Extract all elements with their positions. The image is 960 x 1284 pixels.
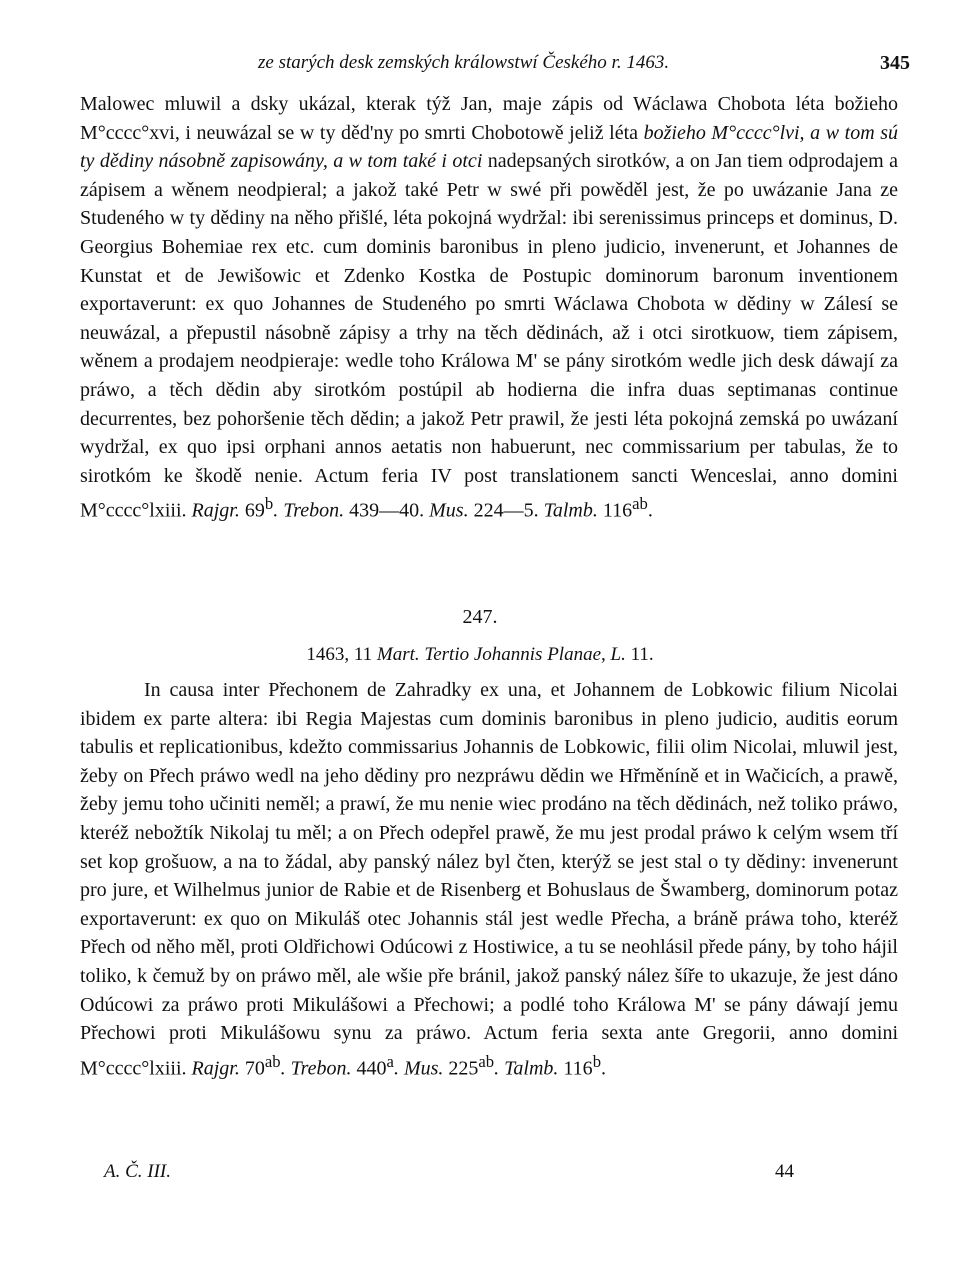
page-header [80, 52, 910, 82]
citation-talmb: . Talmb. [494, 1057, 559, 1080]
citation-rajgr: Rajgr. [191, 1057, 240, 1080]
volume-signature: A. Č. III. [104, 1161, 172, 1182]
citation-talmb: Talmb. [543, 499, 598, 522]
document-246-continuation [80, 90, 898, 526]
document-number: 247. [462, 606, 498, 628]
paragraph: In causa inter Přechonem de Zahradky ex una, et Johannem de Lobkowic filium Nicolai ibidem ex parte altera: ibi Regia Majestas cum dominis baronibus in pleno judicio, auditis eorum tabulis et replicationibus, kdežto commissarius Johannis de Lobkowic, filii olim Nicolai, mluwil jest, žeby on Přech práwo wedl na jeho dědiny pro nezpráwu dědin we Hřměníně et in Wačicích, a prawě, žeby jemu toho učiniti neměl; a prawí, že mu nenie wiec prodáno na těch dědinách, než toliko práwo, kteréž nebožtík Nikolaj tu měl; a on Přech odepřel prawě, že mu jest prodal práwo k celým wsem tří set kop grošuow, a na to žádal, aby panský nález byl čten, kterýž se jest stal o ty dědiny: invenerunt pro jure, et Wilhelmus junior de Rabie et de Risenberg et Bohuslaus de Šwamberg, dominorum potaz exportaverunt: ex quo on Mikuláš otec Johannis stál jest wedle Přecha, a bráně práwa toho, kteréž Přech od něho měl, proti Oldřichowi Odúcowi z Hostiwice, a tu se neohlásil přede pány, by toho hájil toliko, k čemuž by on práwo měl, ale wšie pře bránil, jakož panský nález šíře to ukazuje, že jest dáno Odúcowi za práwo proti Mikulášowi a Přechowi; a podlé toho Králowa M' se pány dáwají jemu Přechowi proti Mikulášowu synu za práwo. Actum feria sexta ante Gregorii, anno domini M°cccc°lxiii. Rajgr. $70^{ab}$. Trebon. 440$^a$. Mus. $225^{ab}$. Talmb. 116$^b$. [80, 679, 898, 1080]
document-dateline: 1463, 11 Mart. Tertio Johannis Planae, L. 11. [306, 644, 654, 665]
sheet-number: 44 [775, 1161, 794, 1182]
citation-trebon: . Trebon. [273, 499, 345, 522]
citation-rajgr: Rajgr. [191, 499, 240, 522]
citation-trebon: . Trebon. [280, 1057, 352, 1080]
running-title: ze starých desk zemských králowstwí Českého r. 1463. [258, 52, 670, 73]
paragraph: Malowec mluwil a dsky ukázal, kterak týž Jan, maje zápis od Wáclawa Chobota léta božieho M°cccc°xvi, i neuwázal se w ty děd'ny po smrti Chobotowě jeliž léta božieho M°cccc°lvi, a w tom sú ty dědiny násobně zapisowány, a w tom také i otci nadepsaných sirotków, a on Jan tiem odprodajem a zápisem a wěnem neodpieral; a jakož také Petr w swé při powěděl jest, že po uwázanie Jana ze Studeného w ty dědiny na něho přišlé, léta pokojná wydržal: ibi serenissimus princeps et dominus, D. Georgius Bohemiae rex etc. cum dominis baronibus in pleno judicio, invenerunt, et Johannes de Kunstat et de Jewišowic et Zdenko Kostka de Postupic dominorum baronum inventionem exportaverunt: ex quo Johannes de Studeného po smrti Wáclawa Chobota w dědiny w Zálesí se neuwázal, a přepustil násobně zápisy a trhy na těch dědinách, až i otci sirotkuow, tiem zápisem, wěnem a prodajem neodpieraje: wedle toho Králowa M' se pány sirotkóm wedle jich desk dáwají za práwo, a těch dědin aby sirotkóm postúpil ab hodierna die infra duas septimanas continue decurrentes, bez pohoršenie těch dědin; a jakož Petr prawil, že jesti léta pokojná zemská po uwázaní wydržal, ex quo ipsi orphani annos aetatis non habuerunt, nec commissarium per tabulas, že to sirotkóm ke škodě nenie. Actum feria IV post translationem sancti Wenceslai, anno domini M°cccc°lxiii. Rajgr. 69$^b$. Trebon. 439—40. Mus. 224—5. Talmb. $116^{ab}$. [80, 93, 898, 522]
citation-mus: Mus. [429, 499, 469, 522]
document-247-body [80, 676, 898, 1083]
page-number: 345 [880, 52, 910, 74]
citation-mus: . Mus. [393, 1057, 444, 1080]
